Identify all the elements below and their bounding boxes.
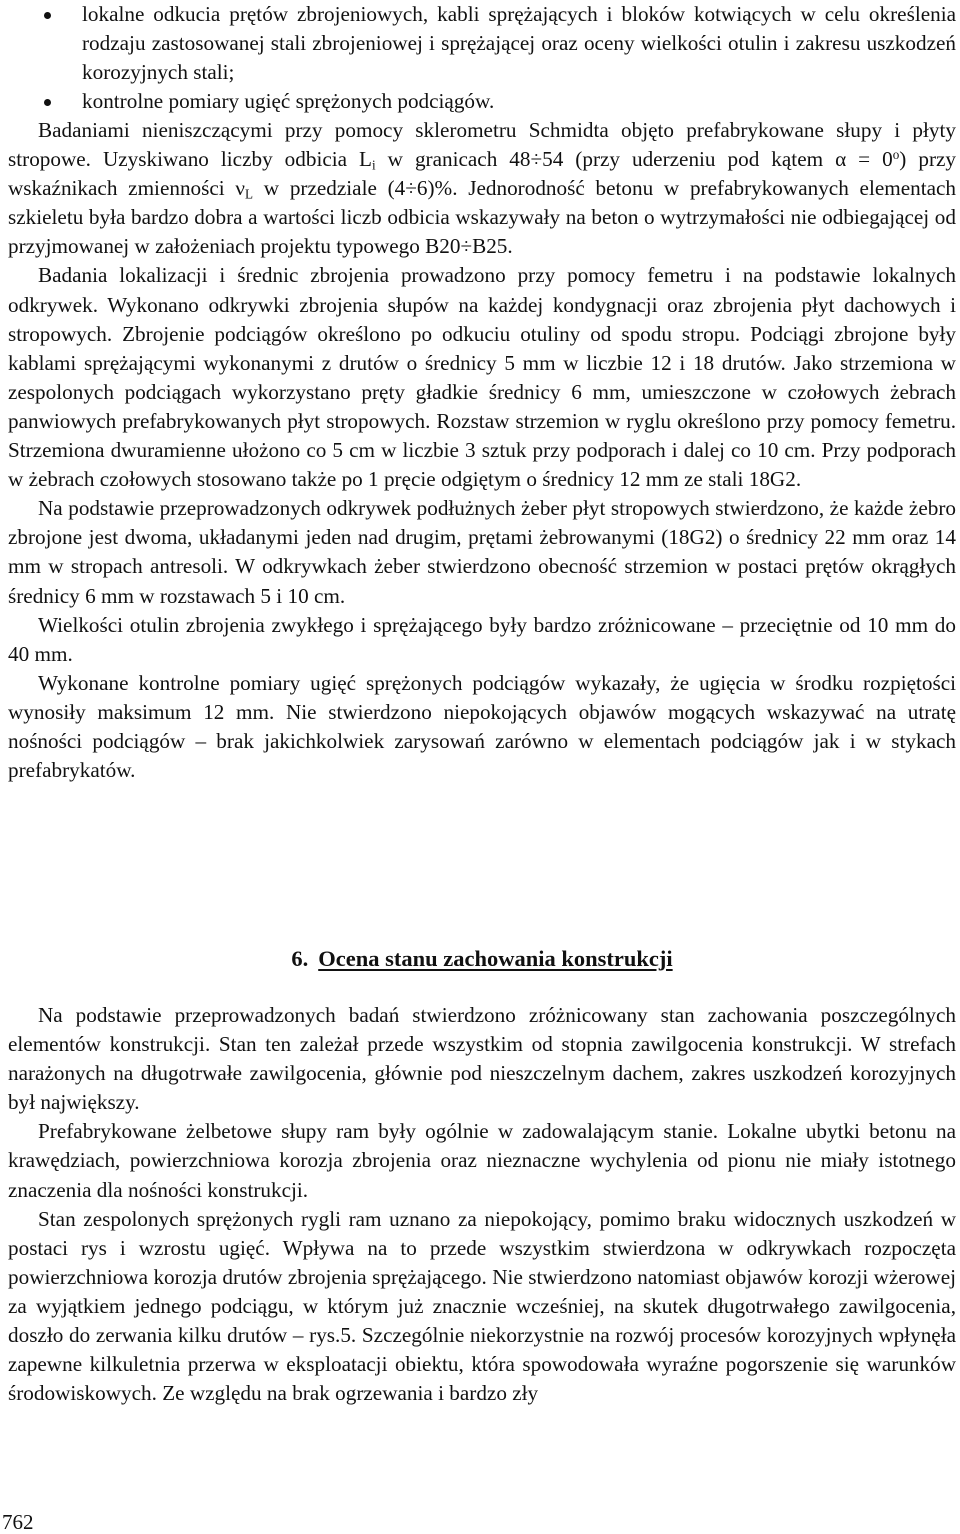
- bullet-list: [8, 0, 956, 116]
- paragraph-ribs: Na podstawie przeprowadzonych odkrywek podłużnych żeber płyt stropowych stwierdzono, że każde żebro zbrojone jest dwoma, układanymi jeden nad drugim, prętami żebrowanymi (18G2) o średnicy 22 mm oraz 14 mm w stropach antresoli. W odkrywkach żeber stwierdzono obecność strzemion w postaci prętów okrągłych średnicy 6 mm w rozstawach 5 i 10 cm.: [8, 496, 956, 608]
- bullet-text: kontrolne pomiary ugięć sprężonych podciągów.: [82, 89, 495, 114]
- paragraph-condition: Na podstawie przeprowadzonych badań stwierdzono zróżnicowany stan zachowania poszczególnych elementów konstrukcji. Stan ten zależał przede wszystkim od stopnia zawilgocenia konstrukcji. W strefach narażonych na długotrwałe zawilgocenia, głównie pod nieszczelnym dachem, zakres uszkodzeń korozyjnych był największy.: [8, 1003, 956, 1115]
- paragraph-reinforcement: Badania lokalizacji i średnic zbrojenia prowadzono przy pomocy femetru i na podstawie lokalnych odkrywek. Wykonano odkrywki zbrojenia słupów na każdej kondygnacji oraz zbrojenia płyt dachowych i stropowych. Zbrojenie podciągów określono po odkuciu otuliny od spodu stropu. Podciągi zbrojone były kablami sprężającymi wykonanymi z drutów o średnicy 5 mm w liczbie 12 i 18 drutów. Jako strzemiona w zespolonych podciągach wykorzystano pręty gładkie średnicy 6 mm, umieszczone w czołowych żebrach panwiowych prefabrykowanych płyt stropowych. Rozstaw strzemion w ryglu określono przy pomocy femetru. Strzemiona dwuramienne ułożono co 5 cm w liczbie 3 sztuk przy podporach i dalej co 10 cm. Przy podporach w żebrach czołowych stosowano także po 1 pręcie odgiętym o średnicy 12 mm ze stali 18G2.: [8, 263, 956, 492]
- paragraph-beams: Stan zespolonych sprężonych rygli ram uznano za niepokojący, pomimo braku widocznych uszkodzeń w postaci rys i wzrostu ugięć. Wpływa na to przede wszystkim stwierdzona w odkrywkach rozpoczęta powierzchniowa korozja drutów zbrojenia sprężającego. Nie stwierdzono natomiast objawów korozji wżerowej za wyjątkiem jednego podciągu, w którym już znacznie wcześniej, na skutek długotrwałego zawilgocenia, doszło do zerwania kilku drutów – rys.5. Szczególnie niekorzystnie na rozwój procesów korozyjnych wpłynęła zapewne kilkuletnia przerwa w eksploatacji obiektu, która spowodowała wyraźne pogorszenie się warunków środowiskowych. Ze względu na brak ogrzewania i bardzo zły: [8, 1206, 956, 1406]
- paragraph-cover: Wielkości otulin zbrojenia zwykłego i sprężającego były bardzo zróżnicowane – przeciętnie od 10 mm do 40 mm.: [8, 612, 956, 666]
- bullet-item: [8, 0, 956, 87]
- paragraph-sclerometer: Badaniami nieniszczącymi przy pomocy sklerometru Schmidta objęto prefabrykowane słupy i płyty stropowe. Uzyskiwano liczby odbicia $L_i$ w granicach 48÷54 (przy uderzeniu pod kątem $\alpha = 0^o$) przy wskaźnikach zmienności $\nu_L$ w przedziale (4÷6)%. Jednorodność betonu w prefabrykowanych elementach szkieletu była bardzo dobra a wartości liczb odbicia wskazywały na beton o wytrzymałości nie odbiegającej od przyjmowanej w założeniach projektu typowego B20÷B25.: [8, 118, 957, 259]
- page-number: 762: [2, 1510, 34, 1534]
- paragraph-deflection: Wykonane kontrolne pomiary ugięć sprężonych podciągów wykazały, że ugięcia w środku rozpiętości wynosiły maksimum 12 mm. Nie stwierdzono niepokojących objawów mogących wskazywać na utratę nośności podciągów – brak jakichkolwiek zarysowań zarówno w elementach podciągów jak i w stykach prefabrykatów.: [8, 670, 956, 783]
- bullet-text: lokalne odkucia prętów zbrojeniowych, kabli sprężających i bloków kotwiących w celu określenia rodzaju zastosowanej stali zbrojeniowej i sprężającej oraz oceny wielkości otulin i zakresu uszkodzeń korozyjnych stali;: [82, 2, 956, 85]
- bullet-dot-icon: [44, 12, 51, 19]
- bullet-item: [8, 87, 956, 116]
- bullet-dot-icon: [44, 99, 51, 106]
- body-text-lower: [8, 1001, 956, 1408]
- body-text-upper: [8, 116, 956, 785]
- section-number: 6.: [291, 946, 309, 971]
- section-heading: [8, 944, 956, 974]
- paragraph-columns: Prefabrykowane żelbetowe słupy ram były ogólnie w zadowalającym stanie. Lokalne ubytki betonu na krawędziach, powierzchniowa korozja zbrojenia oraz nieznaczne wychylenia od pionu nie miały istotnego znaczenia dla nośności konstrukcji.: [8, 1119, 956, 1202]
- section-title: Ocena stanu zachowania konstrukcji: [318, 946, 673, 971]
